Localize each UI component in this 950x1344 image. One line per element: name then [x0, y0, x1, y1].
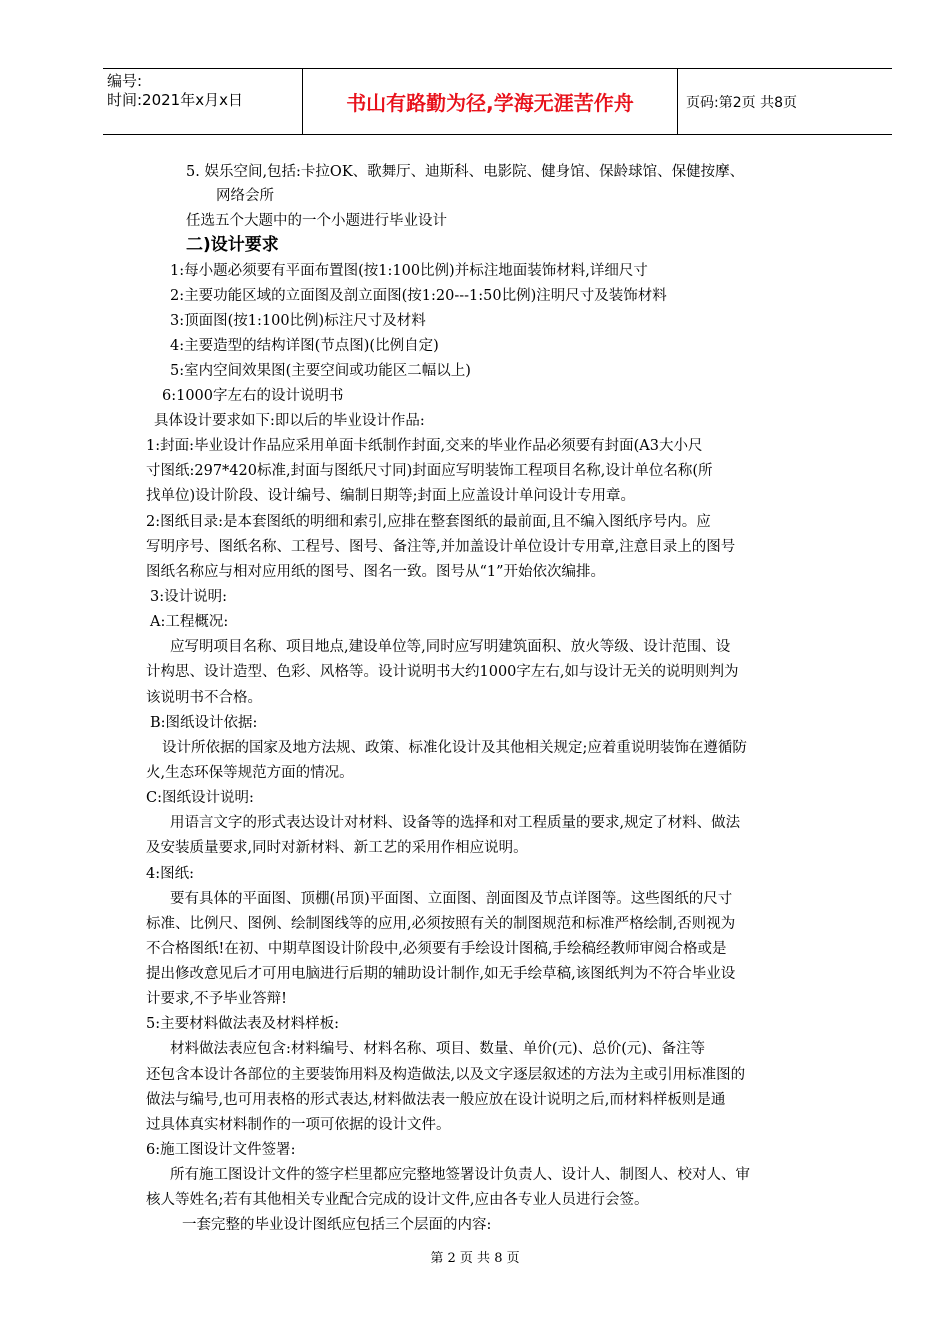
text-line: 2:图纸目录:是本套图纸的明细和索引,应排在整套图纸的最前面,且不编入图纸序号内。应	[146, 514, 711, 530]
text-line: 1:每小题必须要有平面布置图(按1:100比例)并标注地面装饰材料,详细尺寸	[170, 263, 648, 279]
text-line: 用语言文字的形式表达设计对材料、设备等的选择和对工程质量的要求,规定了材料、做法	[170, 815, 741, 831]
text-line: 3:设计说明:	[150, 589, 227, 605]
text-line: A:工程概况:	[150, 614, 229, 630]
text-line: 还包含本设计各部位的主要装饰用料及构造做法,以及文字逐层叙述的方法为主或引用标准图的	[146, 1067, 746, 1083]
text-line: 材料做法表应包含:材料编号、材料名称、项目、数量、单价(元)、总价(元)、备注等	[170, 1041, 706, 1057]
section-heading: 二)设计要求	[186, 235, 279, 255]
header-motto: 书山有路勤为径,学海无涯苦作舟	[303, 69, 678, 134]
text-line: 做法与编号,也可用表格的形式表达,材料做法表一般应放在设计说明之后,而材料样板则是通	[146, 1092, 726, 1108]
text-line: 网络会所	[216, 188, 274, 204]
text-line: 3:顶面图(按1:100比例)标注尺寸及材料	[170, 313, 426, 329]
text-line: 6:施工图设计文件签署:	[146, 1142, 296, 1158]
text-line: 寸图纸:297*420标准,封面与图纸尺寸同)封面应写明装饰工程项目名称,设计单位名称(所	[146, 463, 713, 479]
text-line: 要有具体的平面图、顶棚(吊顶)平面图、立面图、剖面图及节点详图等。这些图纸的尺寸	[170, 891, 733, 907]
text-line: 计构思、设计造型、色彩、风格等。设计说明书大约1000字左右,如与设计无关的说明则判为	[146, 664, 739, 680]
page-header	[103, 68, 892, 135]
text-line: 不合格图纸!在初、中期草图设计阶段中,必须要有手绘设计图稿,手绘稿经教师审阅合格或是	[146, 941, 727, 957]
text-line: 该说明书不合格。	[146, 690, 262, 706]
text-line: 5. 娱乐空间,包括:卡拉OK、歌舞厅、迪斯科、电影院、健身馆、保龄球馆、保健按摩、	[186, 164, 745, 180]
page-footer: 第 2 页 共 8 页	[430, 1251, 520, 1266]
text-line: 5:室内空间效果图(主要空间或功能区二幅以上)	[170, 363, 471, 379]
text-line: 任选五个大题中的一个小题进行毕业设计	[186, 213, 447, 229]
text-line: 应写明项目名称、项目地点,建设单位等,同时应写明建筑面积、放火等级、设计范围、设	[170, 639, 731, 655]
text-line: 找单位)设计阶段、设计编号、编制日期等;封面上应盖设计单问设计专用章。	[146, 488, 636, 504]
text-line: 所有施工图设计文件的签字栏里都应完整地签署设计负责人、设计人、制图人、校对人、审	[170, 1167, 750, 1183]
text-line: 写明序号、图纸名称、工程号、图号、备注等,并加盖设计单位设计专用章,注意目录上的图号	[146, 539, 736, 555]
text-line: 计要求,不予毕业答辩!	[146, 991, 287, 1007]
text-line: 具体设计要求如下:即以后的毕业设计作品:	[154, 413, 425, 429]
text-line: 核人等姓名;若有其他相关专业配合完成的设计文件,应由各专业人员进行会签。	[146, 1192, 649, 1208]
text-line: 过具体真实材料制作的一项可依据的设计文件。	[146, 1117, 451, 1133]
text-line: 提出修改意见后才可用电脑进行后期的辅助设计制作,如无手绘草稿,该图纸判为不符合毕业设	[146, 966, 736, 982]
text-line: 4:图纸:	[146, 866, 194, 882]
text-line: 设计所依据的国家及地方法规、政策、标准化设计及其他相关规定;应着重说明装饰在遵循防	[162, 740, 747, 756]
text-line: 及安装质量要求,同时对新材料、新工艺的采用作相应说明。	[146, 840, 528, 856]
text-line: 4:主要造型的结构详图(节点图)(比例自定)	[170, 338, 439, 354]
header-meta	[103, 69, 303, 134]
header-page-code: 页码:第2页 共8页	[686, 94, 797, 111]
text-line: 6:1000字左右的设计说明书	[162, 388, 344, 404]
text-line: 一套完整的毕业设计图纸应包括三个层面的内容:	[182, 1217, 492, 1233]
text-line: C:图纸设计说明:	[146, 790, 254, 806]
text-line: 5:主要材料做法表及材料样板:	[146, 1016, 339, 1032]
document-number-label: 编号:	[107, 72, 143, 90]
text-line: 2:主要功能区域的立面图及剖立面图(按1:20---1:50比例)注明尺寸及装饰材料	[170, 288, 667, 304]
text-line: 火,生态环保等规范方面的情况。	[146, 765, 354, 781]
text-line: 标准、比例尺、图例、绘制图线等的应用,必须按照有关的制图规范和标准严格绘制,否则视为	[146, 916, 736, 932]
text-line: 图纸名称应与相对应用纸的图号、图名一致。图号从“1”开始依次编排。	[146, 564, 606, 580]
document-date: 时间:2021年x月x日	[107, 91, 243, 109]
text-line: 1:封面:毕业设计作品应采用单面卡纸制作封面,交来的毕业作品必须要有封面(A3大小尺	[146, 438, 703, 454]
text-line: B:图纸设计依据:	[150, 715, 258, 731]
